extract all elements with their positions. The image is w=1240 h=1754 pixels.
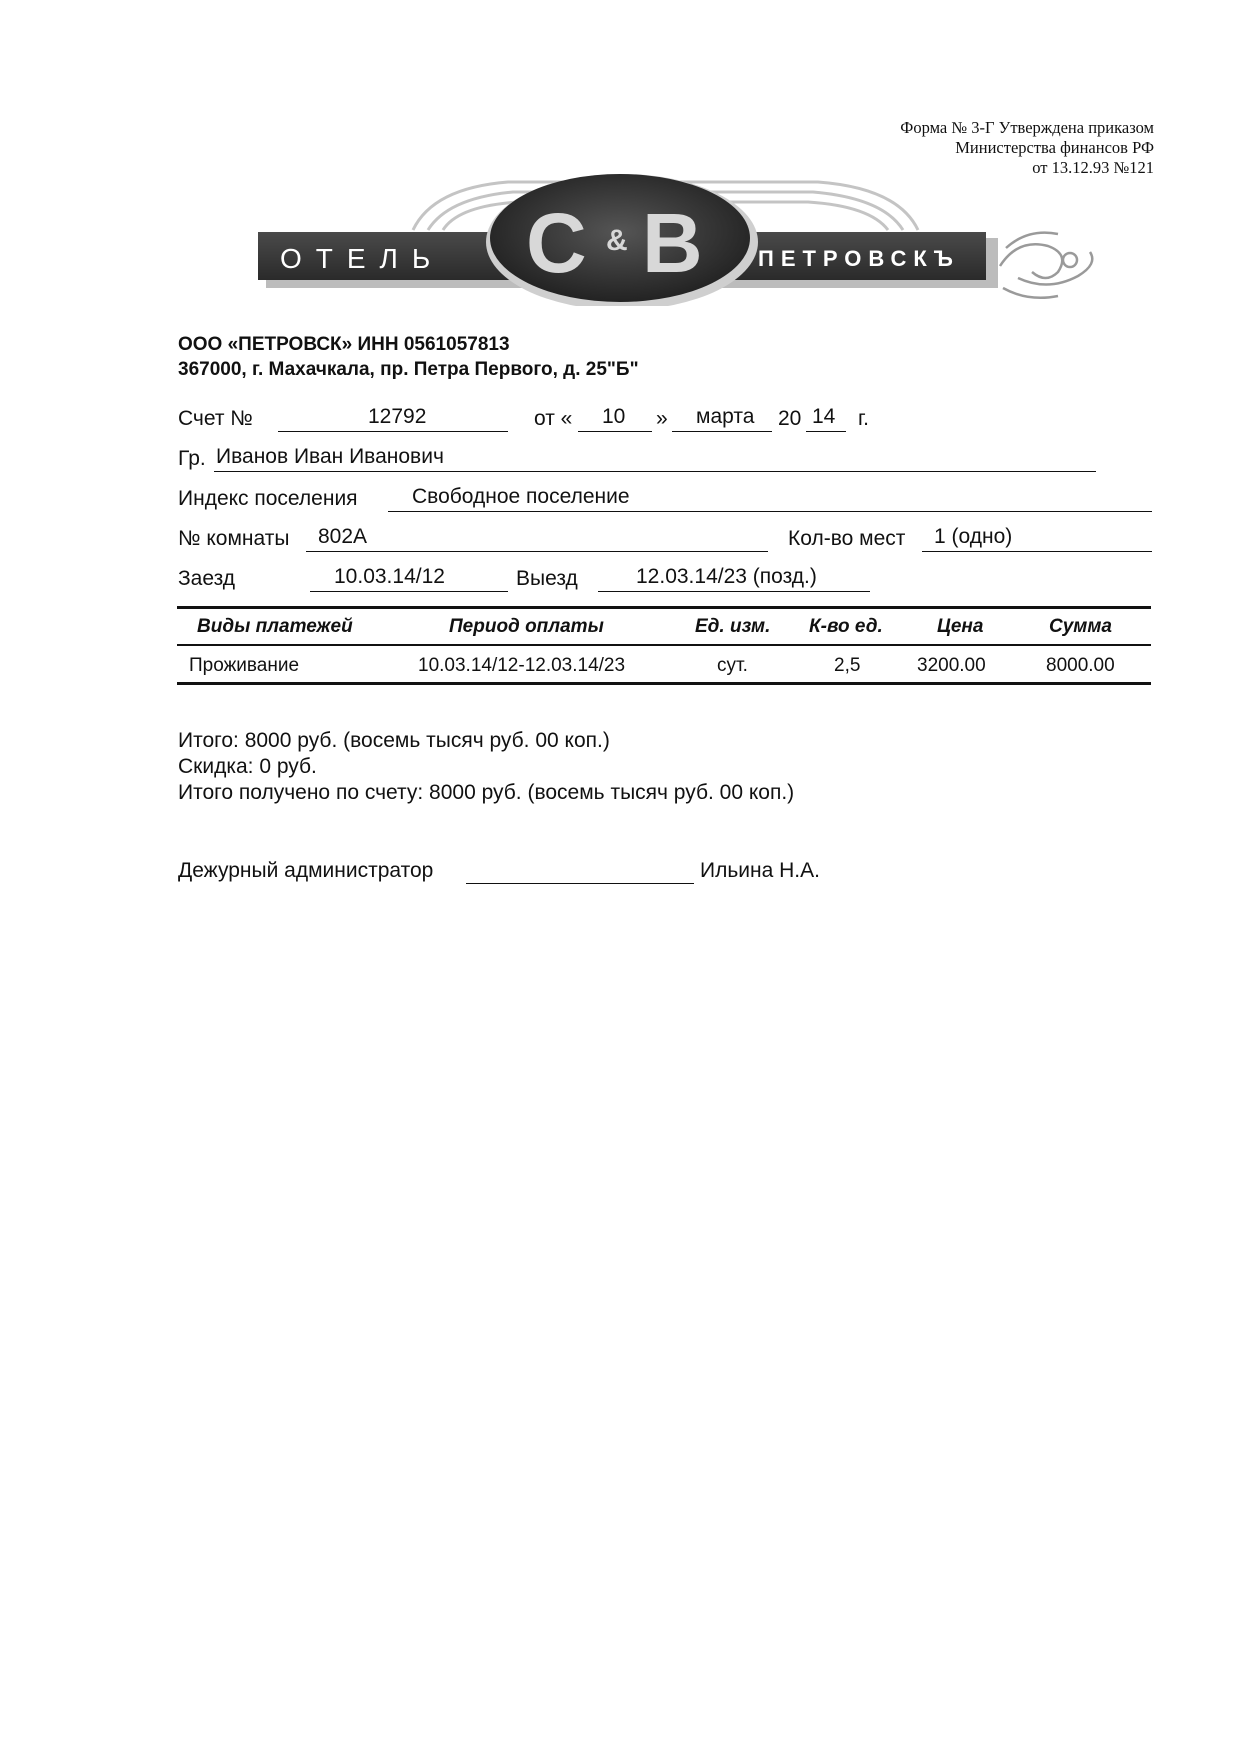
signature-name: Ильина Н.А. [700, 859, 820, 882]
checkin-value: 10.03.14/12 [334, 565, 445, 588]
received-amount: Итого получено по счету: 8000 руб. (восемь тысяч руб. 00 коп.) [178, 781, 795, 804]
invoice-year-field[interactable] [806, 406, 846, 432]
logo-flourish [1000, 233, 1092, 298]
form-note-line-2: Министерства финансов РФ [955, 138, 1154, 157]
col-header-unit: Ед. изм. [695, 616, 771, 637]
cell-unit: сут. [717, 655, 748, 676]
logo-monogram-b: B [642, 196, 703, 290]
checkin-field[interactable] [310, 566, 508, 592]
invoice-number-value: 12792 [368, 405, 427, 428]
totals-block [178, 728, 794, 806]
total-amount: Итого: 8000 руб. (восемь тысяч руб. 00 коп.) [178, 729, 610, 752]
invoice-number-label: Счет № [178, 407, 253, 430]
signature-line[interactable] [466, 858, 694, 884]
settlement-label: Индекс поселения [178, 487, 358, 510]
invoice-day-field[interactable] [578, 406, 652, 432]
invoice-year-value: 14 [812, 405, 836, 428]
form-note-line-1: Форма № 3-Г Утверждена приказом [900, 118, 1154, 137]
col-header-quantity: К-во ед. [809, 616, 883, 637]
invoice-month-value: марта [696, 405, 755, 428]
settlement-row [178, 486, 1152, 514]
discount-amount: Скидка: 0 руб. [178, 755, 317, 778]
cell-quantity: 2,5 [834, 655, 861, 676]
invoice-month-field[interactable] [672, 406, 772, 432]
logo-right-word: ПЕТРОВСКЪ [758, 246, 960, 271]
checkin-label: Заезд [178, 567, 236, 590]
logo-monogram-c: C [526, 196, 587, 290]
company-address: 367000, г. Махачкала, пр. Петра Первого, д. 25"Б" [178, 359, 639, 380]
checkout-value: 12.03.14/23 (позд.) [636, 565, 817, 588]
company-info [178, 332, 639, 382]
hotel-logo [258, 168, 1110, 306]
settlement-value: Свободное поселение [412, 485, 630, 508]
table-bottom-rule [177, 682, 1151, 685]
company-name-inn: ООО «ПЕТРОВСК» ИНН 0561057813 [178, 334, 510, 355]
guest-name-value: Иванов Иван Иванович [216, 445, 444, 468]
settlement-field[interactable] [388, 486, 1152, 512]
cell-payment-type: Проживание [189, 655, 300, 676]
room-label: № комнаты [178, 527, 290, 550]
invoice-number-row [178, 406, 878, 434]
col-header-period: Период оплаты [449, 616, 604, 637]
stay-row [178, 566, 878, 594]
signature-row [178, 858, 878, 886]
guest-name-field[interactable] [214, 446, 1096, 472]
room-number-value: 802А [318, 525, 368, 548]
invoice-number-field[interactable] [278, 406, 508, 432]
invoice-quote-close: » [656, 407, 668, 430]
col-header-price: Цена [937, 616, 984, 637]
room-row [178, 526, 1152, 554]
invoice-year-unit: г. [858, 407, 869, 430]
cell-sum: 8000.00 [1046, 655, 1115, 676]
logo-monogram-amp: & [606, 224, 628, 257]
table-top-rule [177, 606, 1151, 609]
invoice-year-prefix: 20 [778, 407, 802, 430]
places-field[interactable] [922, 526, 1152, 552]
col-header-sum: Сумма [1049, 616, 1112, 637]
form-note-line-3: от 13.12.93 №121 [1032, 158, 1154, 177]
places-value: 1 (одно) [934, 525, 1013, 548]
checkout-label: Выезд [516, 567, 578, 590]
cell-price: 3200.00 [917, 655, 986, 676]
guest-row [178, 446, 1098, 474]
invoice-date-from-label: от « [534, 407, 573, 430]
room-number-field[interactable] [306, 526, 768, 552]
cell-period: 10.03.14/12-12.03.14/23 [418, 655, 626, 676]
col-header-payment-type: Виды платежей [197, 616, 353, 637]
checkout-field[interactable] [598, 566, 870, 592]
guest-label: Гр. [178, 447, 206, 470]
invoice-day-value: 10 [602, 405, 626, 428]
signature-label: Дежурный администратор [178, 859, 434, 882]
payments-table [177, 606, 1151, 686]
logo-left-word: ОТЕЛЬ [280, 243, 445, 274]
places-label: Кол-во мест [788, 527, 906, 550]
table-header-rule [177, 644, 1151, 646]
